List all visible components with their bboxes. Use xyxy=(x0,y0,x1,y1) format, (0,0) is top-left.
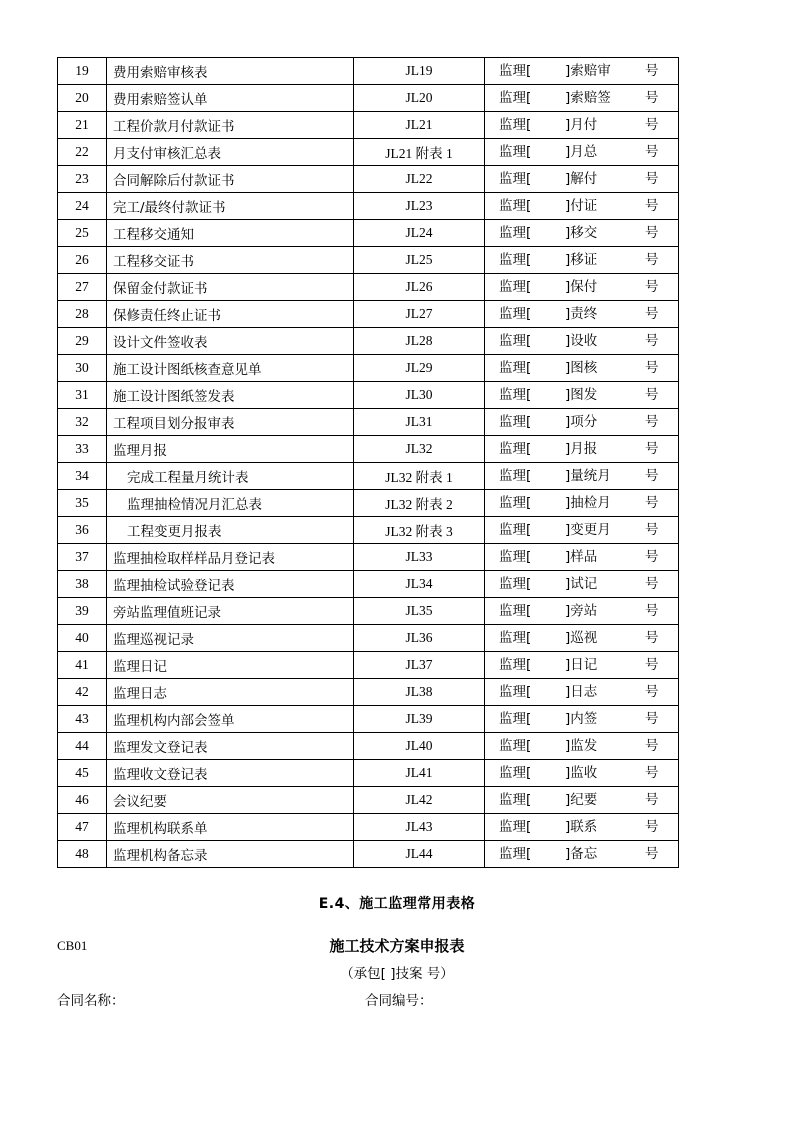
form-code-cell: JL42 xyxy=(354,787,485,814)
reference-prefix: 监理[ xyxy=(499,360,532,376)
reference-number-cell xyxy=(485,220,679,247)
form-name: 工程移交通知 xyxy=(107,220,354,247)
reference-number-cell xyxy=(485,382,679,409)
form-code-cell: JL32 xyxy=(354,436,485,463)
form-code-cell: JL21 xyxy=(354,112,485,139)
form-code-cell: JL33 xyxy=(354,544,485,571)
row-number: 34 xyxy=(58,463,107,490)
reference-suffix: 号 xyxy=(645,765,659,781)
reference-prefix: 监理[ xyxy=(499,468,532,484)
row-number: 31 xyxy=(58,382,107,409)
reference-number xyxy=(485,787,678,813)
form-name: 工程价款月付款证书 xyxy=(107,112,354,139)
reference-prefix: 监理[ xyxy=(499,225,532,241)
form-name: 费用索赔审核表 xyxy=(107,58,354,85)
form-name: 施工设计图纸核查意见单 xyxy=(107,355,354,382)
reference-number-cell xyxy=(485,517,679,544)
form-title: 施工技术方案申报表 xyxy=(329,937,465,955)
form-name: 完工/最终付款证书 xyxy=(107,193,354,220)
reference-prefix: 监理[ xyxy=(499,657,532,673)
reference-number xyxy=(485,436,678,462)
table-row xyxy=(58,490,679,517)
table-row xyxy=(58,274,679,301)
form-name: 保留金付款证书 xyxy=(107,274,354,301)
table-row xyxy=(58,841,679,868)
table-row xyxy=(58,571,679,598)
form-name: 监理机构联系单 xyxy=(107,814,354,841)
table-row xyxy=(58,652,679,679)
form-code-cell: JL20 xyxy=(354,85,485,112)
reference-abbreviation: ]保付 xyxy=(565,279,598,295)
form-code-cell: JL19 xyxy=(354,58,485,85)
form-code-cell: JL37 xyxy=(354,652,485,679)
form-name: 监理月报 xyxy=(107,436,354,463)
table-row xyxy=(58,301,679,328)
reference-abbreviation: ]样品 xyxy=(565,549,598,565)
form-code-cell: JL31 xyxy=(354,409,485,436)
reference-number xyxy=(485,193,678,219)
reference-number xyxy=(485,517,678,543)
contract-number-label: 合同编号： xyxy=(365,993,433,1009)
reference-abbreviation: ]项分 xyxy=(565,414,598,430)
reference-prefix: 监理[ xyxy=(499,387,532,403)
reference-prefix: 监理[ xyxy=(499,306,532,322)
table-row xyxy=(58,193,679,220)
form-name: 监理抽检试验登记表 xyxy=(107,571,354,598)
reference-suffix: 号 xyxy=(645,279,659,295)
table-row xyxy=(58,679,679,706)
reference-number-cell xyxy=(485,679,679,706)
row-number: 36 xyxy=(58,517,107,544)
form-code-cell: JL22 xyxy=(354,166,485,193)
form-name: 监理收文登记表 xyxy=(107,760,354,787)
reference-suffix: 号 xyxy=(645,117,659,133)
reference-suffix: 号 xyxy=(645,90,659,106)
row-number: 35 xyxy=(58,490,107,517)
reference-suffix: 号 xyxy=(645,603,659,619)
reference-suffix: 号 xyxy=(645,333,659,349)
reference-number xyxy=(485,409,678,435)
reference-number-cell xyxy=(485,274,679,301)
table-row xyxy=(58,409,679,436)
row-number: 20 xyxy=(58,85,107,112)
reference-number xyxy=(485,355,678,381)
reference-suffix: 号 xyxy=(645,468,659,484)
reference-number xyxy=(485,139,678,165)
reference-suffix: 号 xyxy=(645,819,659,835)
reference-prefix: 监理[ xyxy=(499,171,532,187)
reference-abbreviation: ]试记 xyxy=(565,576,598,592)
reference-prefix: 监理[ xyxy=(499,333,532,349)
table-row xyxy=(58,139,679,166)
table-row xyxy=(58,85,679,112)
form-name: 工程项目划分报审表 xyxy=(107,409,354,436)
form-code-cell: JL32 附表 2 xyxy=(354,490,485,517)
reference-suffix: 号 xyxy=(645,414,659,430)
reference-abbreviation: ]变更月 xyxy=(565,522,611,538)
form-name: 监理机构备忘录 xyxy=(107,841,354,868)
reference-number xyxy=(485,544,678,570)
row-number: 45 xyxy=(58,760,107,787)
reference-prefix: 监理[ xyxy=(499,738,532,754)
form-name: 工程移交证书 xyxy=(107,247,354,274)
reference-prefix: 监理[ xyxy=(499,279,532,295)
reference-number-cell xyxy=(485,760,679,787)
row-number: 19 xyxy=(58,58,107,85)
reference-suffix: 号 xyxy=(645,792,659,808)
row-number: 48 xyxy=(58,841,107,868)
reference-suffix: 号 xyxy=(645,711,659,727)
reference-prefix: 监理[ xyxy=(499,549,532,565)
form-code-cell: JL35 xyxy=(354,598,485,625)
reference-number-cell xyxy=(485,85,679,112)
reference-suffix: 号 xyxy=(645,63,659,79)
reference-number xyxy=(485,733,678,759)
reference-suffix: 号 xyxy=(645,549,659,565)
form-code-cell: JL25 xyxy=(354,247,485,274)
reference-prefix: 监理[ xyxy=(499,198,532,214)
reference-number-cell xyxy=(485,139,679,166)
reference-prefix: 监理[ xyxy=(499,846,532,862)
reference-number xyxy=(485,625,678,651)
reference-number-cell xyxy=(485,544,679,571)
row-number: 43 xyxy=(58,706,107,733)
table-row xyxy=(58,463,679,490)
form-code-cell: JL29 xyxy=(354,355,485,382)
reference-abbreviation: ]联系 xyxy=(565,819,598,835)
reference-number-cell xyxy=(485,328,679,355)
table-row xyxy=(58,382,679,409)
reference-abbreviation: ]索赔签 xyxy=(565,90,611,106)
reference-abbreviation: ]旁站 xyxy=(565,603,598,619)
row-number: 29 xyxy=(58,328,107,355)
form-code-cell: JL28 xyxy=(354,328,485,355)
table-row xyxy=(58,247,679,274)
reference-suffix: 号 xyxy=(645,576,659,592)
form-code-cell: JL23 xyxy=(354,193,485,220)
reference-abbreviation: ]移证 xyxy=(565,252,598,268)
reference-number xyxy=(485,247,678,273)
reference-abbreviation: ]月付 xyxy=(565,117,598,133)
reference-number xyxy=(485,166,678,192)
reference-suffix: 号 xyxy=(645,441,659,457)
reference-number-cell xyxy=(485,112,679,139)
row-number: 32 xyxy=(58,409,107,436)
reference-number-cell xyxy=(485,625,679,652)
reference-number-cell xyxy=(485,409,679,436)
reference-prefix: 监理[ xyxy=(499,765,532,781)
reference-suffix: 号 xyxy=(645,360,659,376)
form-code-cell: JL26 xyxy=(354,274,485,301)
reference-number xyxy=(485,58,678,84)
reference-prefix: 监理[ xyxy=(499,252,532,268)
reference-suffix: 号 xyxy=(645,387,659,403)
table-row xyxy=(58,517,679,544)
row-number: 24 xyxy=(58,193,107,220)
form-index-table xyxy=(57,57,679,868)
reference-number-cell xyxy=(485,571,679,598)
reference-abbreviation: ]日志 xyxy=(565,684,598,700)
row-number: 42 xyxy=(58,679,107,706)
row-number: 21 xyxy=(58,112,107,139)
form-code-cell: JL36 xyxy=(354,625,485,652)
form-subtitle: （承包[ ]技案 号） xyxy=(340,966,454,982)
form-code-cell: JL30 xyxy=(354,382,485,409)
reference-number xyxy=(485,463,678,489)
form-name: 完成工程量月统计表 xyxy=(107,463,354,490)
form-name: 费用索赔签认单 xyxy=(107,85,354,112)
reference-prefix: 监理[ xyxy=(499,63,532,79)
reference-number-cell xyxy=(485,193,679,220)
reference-abbreviation: ]日记 xyxy=(565,657,598,673)
reference-number xyxy=(485,571,678,597)
row-number: 37 xyxy=(58,544,107,571)
form-name: 监理发文登记表 xyxy=(107,733,354,760)
table-row xyxy=(58,814,679,841)
reference-suffix: 号 xyxy=(645,630,659,646)
reference-prefix: 监理[ xyxy=(499,90,532,106)
form-code-cell: JL32 附表 1 xyxy=(354,463,485,490)
row-number: 23 xyxy=(58,166,107,193)
reference-abbreviation: ]移交 xyxy=(565,225,598,241)
form-code-cell: JL40 xyxy=(354,733,485,760)
reference-prefix: 监理[ xyxy=(499,117,532,133)
reference-suffix: 号 xyxy=(645,495,659,511)
reference-number xyxy=(485,301,678,327)
form-name: 监理机构内部会签单 xyxy=(107,706,354,733)
reference-number-cell xyxy=(485,598,679,625)
form-name: 监理日志 xyxy=(107,679,354,706)
form-code-cell: JL27 xyxy=(354,301,485,328)
row-number: 26 xyxy=(58,247,107,274)
reference-number-cell xyxy=(485,301,679,328)
row-number: 22 xyxy=(58,139,107,166)
reference-number xyxy=(485,328,678,354)
reference-abbreviation: ]监收 xyxy=(565,765,598,781)
form-name: 保修责任终止证书 xyxy=(107,301,354,328)
form-name: 月支付审核汇总表 xyxy=(107,139,354,166)
reference-prefix: 监理[ xyxy=(499,630,532,646)
reference-suffix: 号 xyxy=(645,225,659,241)
reference-number xyxy=(485,760,678,786)
row-number: 47 xyxy=(58,814,107,841)
reference-prefix: 监理[ xyxy=(499,711,532,727)
table-row xyxy=(58,787,679,814)
reference-abbreviation: ]图发 xyxy=(565,387,598,403)
reference-number xyxy=(485,382,678,408)
reference-number-cell xyxy=(485,733,679,760)
row-number: 44 xyxy=(58,733,107,760)
table-row xyxy=(58,112,679,139)
row-number: 33 xyxy=(58,436,107,463)
reference-prefix: 监理[ xyxy=(499,792,532,808)
reference-number-cell xyxy=(485,814,679,841)
table-row xyxy=(58,760,679,787)
row-number: 30 xyxy=(58,355,107,382)
table-row xyxy=(58,220,679,247)
reference-prefix: 监理[ xyxy=(499,576,532,592)
reference-abbreviation: ]巡视 xyxy=(565,630,598,646)
reference-prefix: 监理[ xyxy=(499,603,532,619)
reference-suffix: 号 xyxy=(645,657,659,673)
form-code-cell: JL38 xyxy=(354,679,485,706)
reference-abbreviation: ]付证 xyxy=(565,198,598,214)
reference-abbreviation: ]设收 xyxy=(565,333,598,349)
reference-number xyxy=(485,679,678,705)
form-code-cell: JL44 xyxy=(354,841,485,868)
table-body xyxy=(58,58,679,868)
form-code-cell: JL39 xyxy=(354,706,485,733)
reference-abbreviation: ]内签 xyxy=(565,711,598,727)
reference-suffix: 号 xyxy=(645,252,659,268)
table-row xyxy=(58,436,679,463)
form-code-cell: JL21 附表 1 xyxy=(354,139,485,166)
table-row xyxy=(58,355,679,382)
reference-number-cell xyxy=(485,166,679,193)
reference-prefix: 监理[ xyxy=(499,684,532,700)
form-code-cell: JL43 xyxy=(354,814,485,841)
form-name: 合同解除后付款证书 xyxy=(107,166,354,193)
reference-abbreviation: ]纪要 xyxy=(565,792,598,808)
table-row xyxy=(58,328,679,355)
form-name: 施工设计图纸签发表 xyxy=(107,382,354,409)
reference-number-cell xyxy=(485,355,679,382)
reference-number-cell xyxy=(485,841,679,868)
form-name: 旁站监理值班记录 xyxy=(107,598,354,625)
reference-abbreviation: ]月总 xyxy=(565,144,598,160)
reference-number xyxy=(485,490,678,516)
reference-abbreviation: ]月报 xyxy=(565,441,598,457)
form-code-cell: JL34 xyxy=(354,571,485,598)
reference-prefix: 监理[ xyxy=(499,819,532,835)
reference-abbreviation: ]图核 xyxy=(565,360,598,376)
table-row xyxy=(58,598,679,625)
table-row xyxy=(58,625,679,652)
row-number: 28 xyxy=(58,301,107,328)
section-title: E.4、施工监理常用表格 xyxy=(318,896,476,912)
row-number: 46 xyxy=(58,787,107,814)
reference-number xyxy=(485,85,678,111)
reference-number xyxy=(485,706,678,732)
reference-number-cell xyxy=(485,463,679,490)
reference-abbreviation: ]责终 xyxy=(565,306,598,322)
table-row xyxy=(58,166,679,193)
reference-number xyxy=(485,598,678,624)
reference-abbreviation: ]解付 xyxy=(565,171,598,187)
form-name: 监理日记 xyxy=(107,652,354,679)
contract-name-label: 合同名称： xyxy=(57,993,125,1009)
form-code-cell: JL41 xyxy=(354,760,485,787)
reference-number-cell xyxy=(485,490,679,517)
reference-prefix: 监理[ xyxy=(499,441,532,457)
reference-number-cell xyxy=(485,436,679,463)
table-row xyxy=(58,58,679,85)
reference-prefix: 监理[ xyxy=(499,144,532,160)
form-code-cell: JL32 附表 3 xyxy=(354,517,485,544)
reference-number xyxy=(485,841,678,867)
reference-suffix: 号 xyxy=(645,144,659,160)
reference-abbreviation: ]监发 xyxy=(565,738,598,754)
reference-suffix: 号 xyxy=(645,522,659,538)
reference-suffix: 号 xyxy=(645,198,659,214)
reference-number-cell xyxy=(485,247,679,274)
form-code-cell: JL24 xyxy=(354,220,485,247)
form-code: CB01 xyxy=(57,938,88,953)
reference-abbreviation: ]抽检月 xyxy=(565,495,611,511)
row-number: 41 xyxy=(58,652,107,679)
table-row xyxy=(58,733,679,760)
form-name: 监理抽检取样样品月登记表 xyxy=(107,544,354,571)
reference-number xyxy=(485,274,678,300)
form-name: 监理巡视记录 xyxy=(107,625,354,652)
reference-number xyxy=(485,112,678,138)
row-number: 39 xyxy=(58,598,107,625)
row-number: 40 xyxy=(58,625,107,652)
form-name: 监理抽检情况月汇总表 xyxy=(107,490,354,517)
table-row xyxy=(58,706,679,733)
table-row xyxy=(58,544,679,571)
form-name: 设计文件签收表 xyxy=(107,328,354,355)
reference-prefix: 监理[ xyxy=(499,522,532,538)
reference-number-cell xyxy=(485,706,679,733)
reference-abbreviation: ]量统月 xyxy=(565,468,611,484)
reference-prefix: 监理[ xyxy=(499,414,532,430)
reference-suffix: 号 xyxy=(645,738,659,754)
reference-number xyxy=(485,814,678,840)
form-name: 工程变更月报表 xyxy=(107,517,354,544)
row-number: 27 xyxy=(58,274,107,301)
reference-number-cell xyxy=(485,652,679,679)
reference-number xyxy=(485,220,678,246)
reference-suffix: 号 xyxy=(645,306,659,322)
reference-number xyxy=(485,652,678,678)
reference-suffix: 号 xyxy=(645,846,659,862)
reference-number-cell xyxy=(485,58,679,85)
reference-suffix: 号 xyxy=(645,171,659,187)
reference-abbreviation: ]索赔审 xyxy=(565,63,611,79)
row-number: 25 xyxy=(58,220,107,247)
reference-number-cell xyxy=(485,787,679,814)
reference-prefix: 监理[ xyxy=(499,495,532,511)
reference-suffix: 号 xyxy=(645,684,659,700)
reference-abbreviation: ]备忘 xyxy=(565,846,598,862)
row-number: 38 xyxy=(58,571,107,598)
form-name: 会议纪要 xyxy=(107,787,354,814)
